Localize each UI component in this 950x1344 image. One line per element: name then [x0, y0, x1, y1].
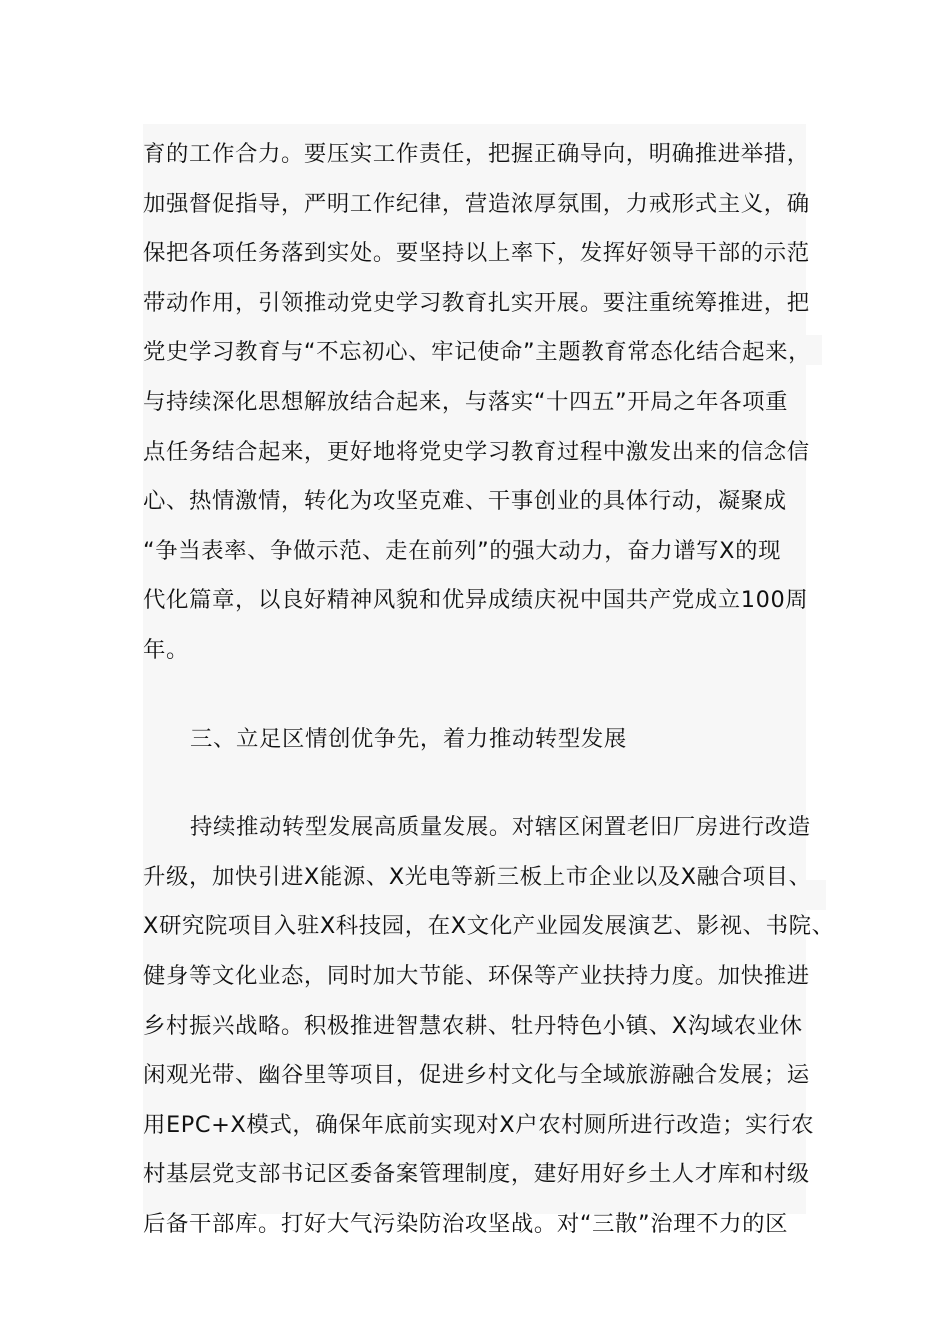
paragraph-line: 持续推动转型发展高质量发展。对辖区闲置老旧厂房进行改造 [190, 814, 811, 841]
paragraph-line: 育的工作合力。要压实工作责任，把握正确导向，明确推进举措， [143, 141, 810, 167]
paragraph-line: 代化篇章，以良好精神风貌和优异成绩庆祝中国共产党成立100周 [143, 587, 809, 614]
paragraph-gap [143, 676, 823, 715]
document-body [143, 130, 835, 1249]
paragraph-line: 保把各项任务落到实处。要坚持以上率下，发挥好领导干部的示范 [143, 240, 810, 267]
paragraph-line: 用EPC+X模式，确保年底前实现对X户农村厕所进行改造；实行农 [143, 1111, 815, 1138]
paragraph-line: 年。 [143, 636, 189, 663]
paragraph-line: 健身等文化业态，同时加大节能、环保等产业扶持力度。加快推进 [143, 962, 810, 989]
paragraph-line: 加强督促指导，严明工作纪律，营造浓厚氛围，力戒形式主义，确 [143, 190, 810, 217]
paragraph-line: 与持续深化思想解放结合起来，与落实“十四五”开局之年各项重 [143, 388, 789, 415]
paragraph-line: 村基层党支部书记区委备案管理制度，建好用好乡土人才库和村级 [143, 1161, 810, 1188]
paragraph-line: X研究院项目入驻X科技园，在X文化产业园发展演艺、影视、书院、 [143, 913, 835, 940]
paragraph-line: 点任务结合起来，更好地将党史学习教育过程中激发出来的信念信 [143, 438, 810, 465]
paragraph-line: “争当表率、争做示范、走在前列”的强大动力，奋力谱写X的现 [143, 537, 782, 564]
paragraph-line: 带动作用，引领推动党史学习教育扎实开展。要注重统筹推进，把 [143, 289, 810, 316]
section-heading: 三、立足区情创优争先，着力推动转型发展 [190, 725, 627, 752]
paragraph-line: 心、热情激情，转化为攻坚克难、干事创业的具体行动，凝聚成 [143, 488, 787, 515]
paragraph-line: 后备干部库。打好大气污染防治攻坚战。对“三散”治理不力的区 [143, 1210, 789, 1237]
paragraph-line: 升级，加快引进X能源、X光电等新三板上市企业以及X融合项目、 [143, 863, 812, 890]
paragraph-line: 闲观光带、幽谷里等项目，促进乡村文化与全域旅游融合发展；运 [143, 1062, 810, 1089]
paragraph-line: 乡村振兴战略。积极推进智慧农耕、牡丹特色小镇、X沟域农业休 [143, 1012, 803, 1039]
paragraph-line: 党史学习教育与“不忘初心、牢记使命”主题教育常态化结合起来， [143, 339, 812, 366]
paragraph-gap [143, 764, 823, 803]
